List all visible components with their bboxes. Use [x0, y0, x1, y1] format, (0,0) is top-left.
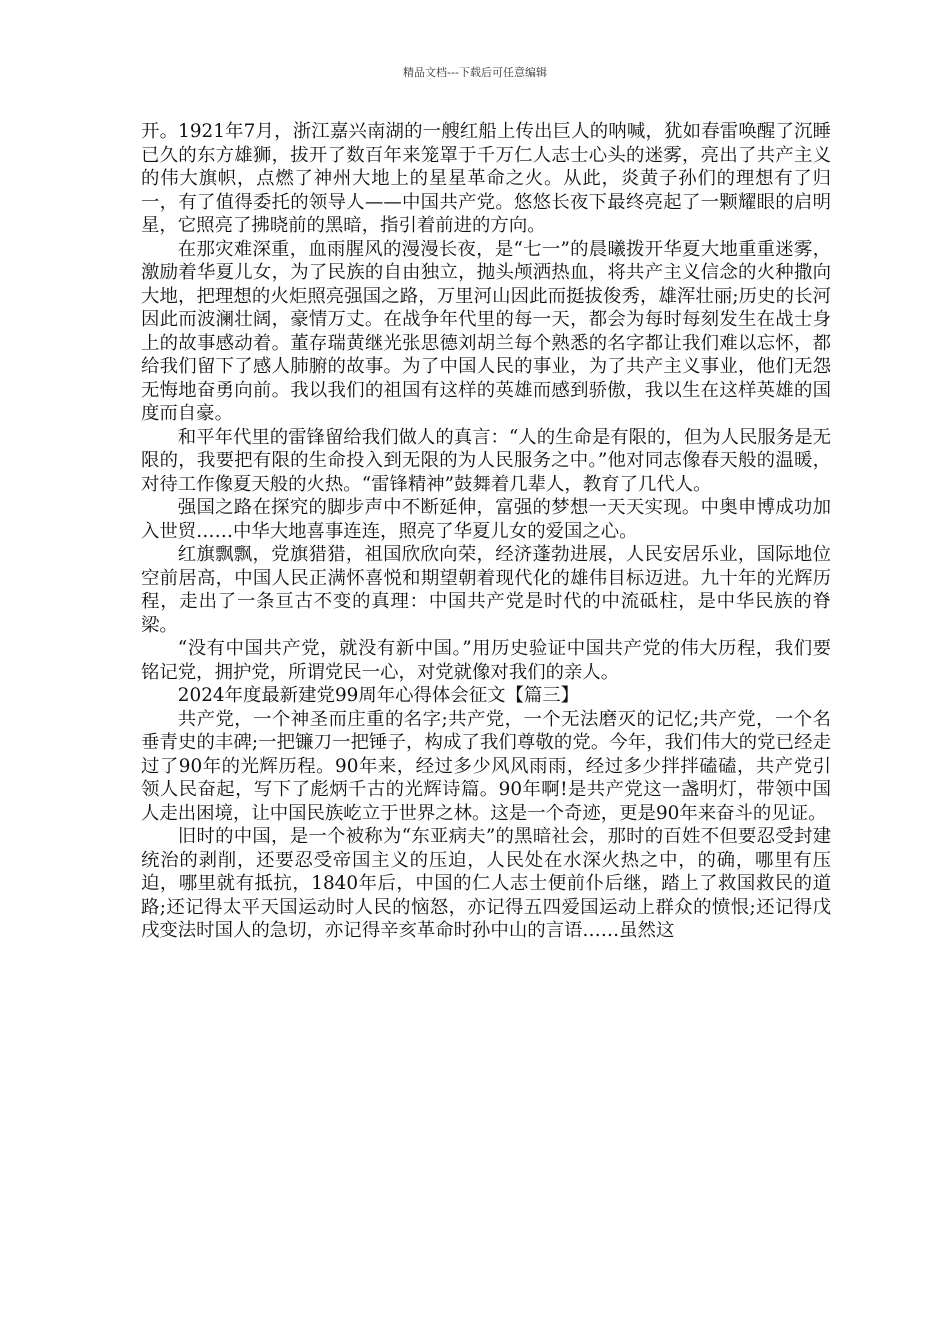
paragraph: 红旗飘飘，党旗猎猎，祖国欣欣向荣，经济蓬勃进展，人民安居乐业，国际地位空前居高，中国人民正满怀喜悦和期望朝着现代化的雄伟目标迈进。九十年的光辉历程，走出了一条亘古不变的真理：中国共产党是时代的中流砥柱，是中华民族的脊梁。 [141, 544, 831, 636]
paragraph: 强国之路在探究的脚步声中不断延伸，富强的梦想一天天实现。中奥申博成功加入世贸……中华大地喜事连连，照亮了华夏儿女的爱国之心。 [141, 497, 831, 542]
page-header: 精品文档---下载后可任意编辑 [403, 66, 547, 79]
paragraph: “没有中国共产党，就没有新中国。”用历史验证中国共产党的伟大历程，我们要铭记党，拥护党，所谓党民一心，对党就像对我们的亲人。 [141, 638, 831, 683]
paragraph: 共产党，一个神圣而庄重的名字;共产党，一个无法磨灭的记忆;共产党，一个名垂青史的丰碑;一把镰刀一把锤子，构成了我们尊敬的党。今年，我们伟大的党已经走过了90年的光辉历程。90年来，经过多少风风雨雨，经过多少拌拌磕磕，共产党引领人民奋起，写下了彪炳千古的光辉诗篇。90年啊!是共产党这一盏明灯，带领中国人走出困境，让中国民族屹立于世界之林。这是一个奇迹，更是90年来奋斗的见证。 [141, 708, 831, 824]
section-heading: 2024年度最新建党99周年心得体会征文【篇三】 [177, 685, 580, 706]
paragraph: 旧时的中国，是一个被称为“东亚病夫”的黑暗社会，那时的百姓不但要忍受封建统治的剥削，还要忍受帝国主义的压迫，人民处在水深火热之中，的确，哪里有压迫，哪里就有抵抗，1840年后，中国的仁人志士便前仆后继，踏上了救国救民的道路;还记得太平天国运动时人民的恼怒，亦记得五四爱国运动上群众的愤恨;还记得戊戌变法时国人的急切，亦记得辛亥革命时孙中山的言语……虽然这 [141, 826, 831, 941]
paragraph: 在那灾难深重，血雨腥风的漫漫长夜，是“七一”的晨曦拨开华夏大地重重迷雾，激励着华夏儿女，为了民族的自由独立，抛头颅洒热血，将共产主义信念的火种撒向大地，把理想的火炬照亮强国之路，万里河山因此而挺拔俊秀，雄浑壮丽;历史的长河因此而波澜壮阔，豪情万丈。在战争年代里的每一天，都会为每时每刻发生在战士身上的故事感动着。董存瑞黄继光张思德刘胡兰每个熟悉的名字都让我们难以忘怀，都给我们留下了感人肺腑的故事。为了中国人民的事业，为了共产主义事业，他们无怨无悔地奋勇向前。我以我们的祖国有这样的英雄而感到骄傲，我以生在这样英雄的国度而自豪。 [141, 238, 831, 424]
document-body [141, 120, 831, 943]
paragraph: 和平年代里的雷锋留给我们做人的真言：“人的生命是有限的，但为人民服务是无限的，我要把有限的生命投入到无限的为人民服务之中。”他对同志像春天般的温暖，对待工作像夏天般的火热。“雷锋精神”鼓舞着几辈人，教育了几代人。 [141, 426, 831, 495]
paragraph: 开。1921年7月，浙江嘉兴南湖的一艘红船上传出巨人的呐喊，犹如春雷唤醒了沉睡已久的东方雄狮，拔开了数百年来笼罩于千万仁人志士心头的迷雾，亮出了共产主义的伟大旗帜，点燃了神州大地上的星星革命之火。从此，炎黄子孙们的理想有了归一，有了值得委托的领导人——中国共产党。悠悠长夜下最终亮起了一颗耀眼的启明星，它照亮了拂晓前的黑暗，指引着前进的方向。 [141, 121, 831, 236]
